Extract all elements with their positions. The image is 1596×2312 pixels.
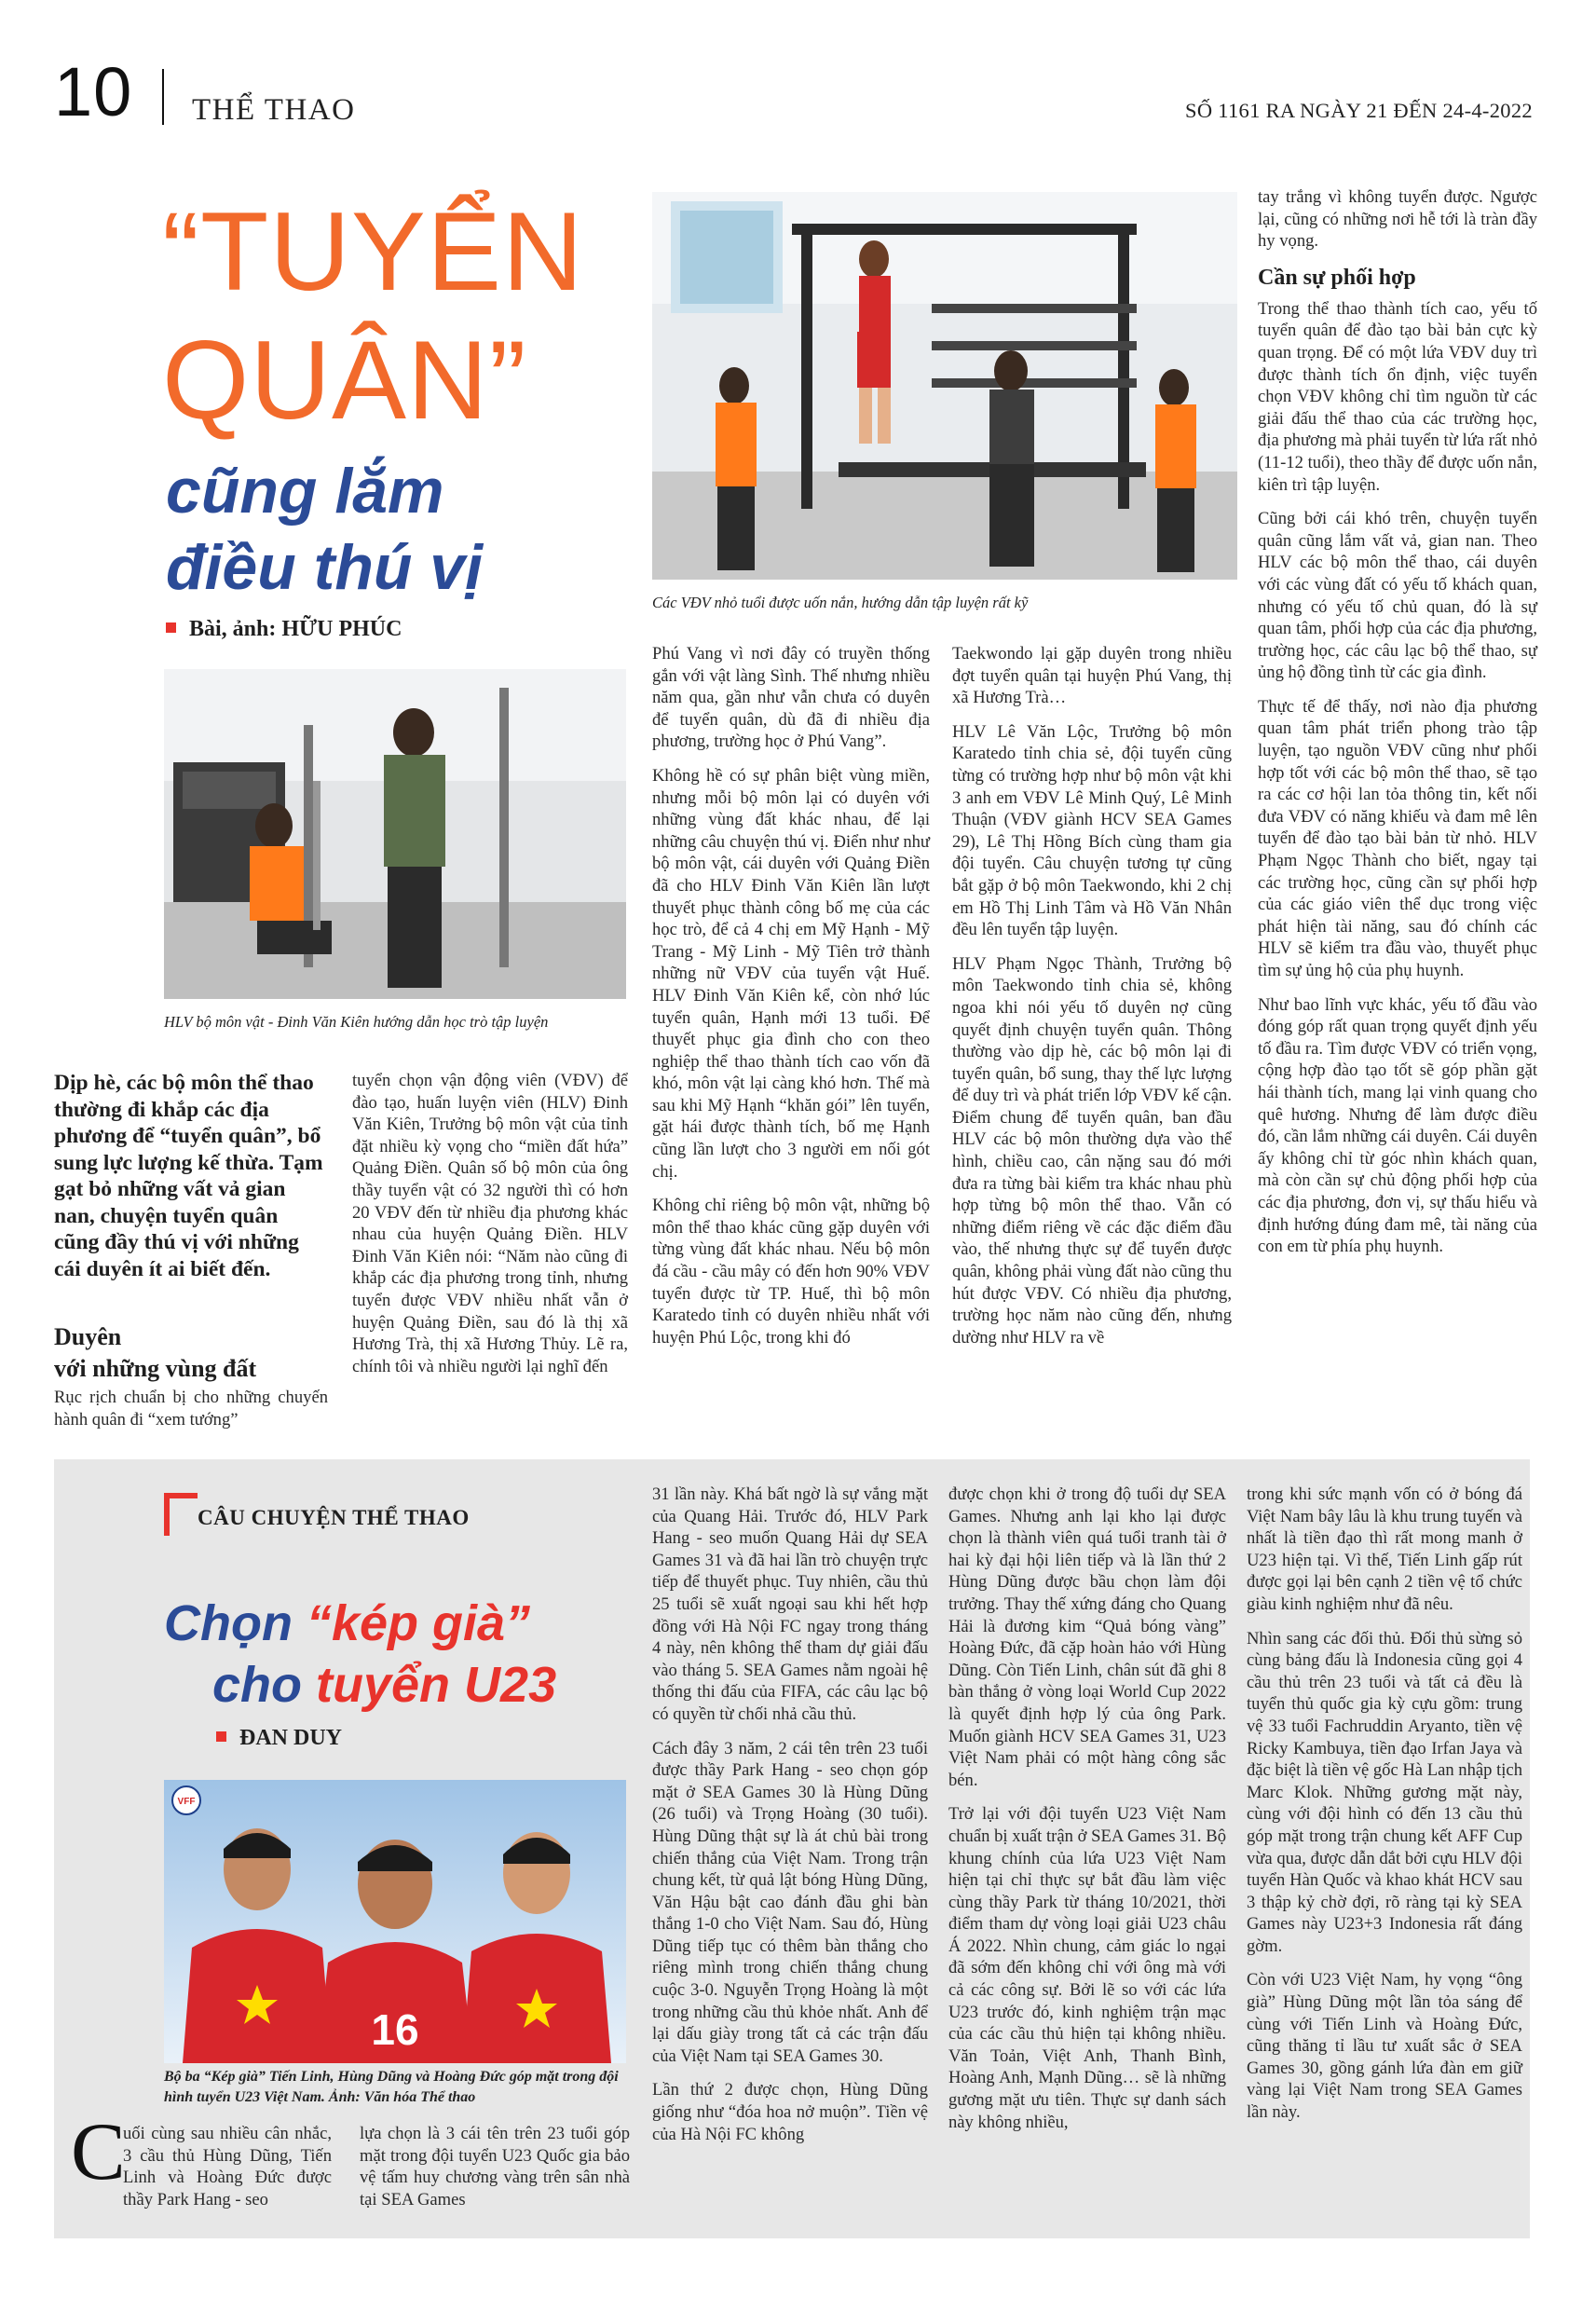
football-photo-caption: Bộ ba “Kép già” Tiến Linh, Hùng Dũng và Hoàng Đức góp mặt trong đội hình tuyển U23 Việt Nam. Ảnh: Văn hóa Thể thao xyxy=(164,2069,619,2105)
article-lead: Dịp hè, các bộ môn thể thao thường đi khắp các địa phương để “tuyển quân”, bổ sung lực lượng kế thừa. Tạm gạt bỏ những vất vả gian nan, chuyện tuyển quân cũng đầy thú vị với những cái duyên ít ai biết đến. xyxy=(54,1071,323,1281)
paragraph: Thực tế để thấy, nơi nào địa phương quan tâm phát triển phong trào tập luyện, tạo nguồn VĐV cũng như phối hợp tốt với các bộ môn thể thao, sẽ tạo ra các cơ hội lan tỏa thông tin, kết nối đưa VĐV có năng khiếu và đam mê lên tuyển để đào tạo bài bản từ nhỏ. HLV Phạm Ngọc Thành cho biết, ngay tại các trường học, cũng cần sự phối hợp của các giáo viên thể dục trong việc phát hiện tài năng, sau đó chính các HLV sẽ kiểm tra đầu vào, thuyết phục tìm sự ủng hộ của phụ huynh. xyxy=(1258,696,1537,980)
box-title-line-2 xyxy=(212,1657,556,1713)
byline-text: Bài, ảnh: HỮU PHÚC xyxy=(189,617,402,641)
box-byline xyxy=(216,1726,342,1751)
page-number: 10 xyxy=(54,53,133,130)
paragraph: HLV Lê Văn Lộc, Trưởng bộ môn Karatedo tỉnh chia sẻ, đội tuyển cũng từng có trường hợp như bộ môn vật khi 3 anh em VĐV Lê Minh Quý, Lê Minh Thuận (VĐV giành HCV SEA Games 29), Lê Thị Hồng Bích cùng tham gia đội tuyển. Câu chuyện tương tự cũng bắt gặp ở bộ môn Taekwondo, khi 2 chị em Hồ Thị Linh Tâm và Hồ Văn Nhân đều lên tuyển tập luyện. xyxy=(952,721,1232,940)
paragraph: Rục rịch chuẩn bị cho những chuyến hành quân đi “xem tướng” xyxy=(54,1388,328,1430)
headline-line-3: cũng lắm xyxy=(166,456,444,527)
paragraph: 31 lần này. Khá bất ngờ là sự vắng mặt của Quang Hải. Trước đó, HLV Park Hang - seo muốn Quang Hải dự SEA Games 31 và đã hai lần trò chuyện trực tiếp để thuyết phục. Tuy nhiên, cầu thủ 25 tuổi sẽ xuất ngoại sau khi hết hợp đồng với Hà Nội FC ngay trong tháng 4 này, nên không thể tham dự giải đấu vào tháng 5. SEA Games nằm ngoài hệ thống thi đấu của FIFA, các câu lạc bộ có quyền từ chối nhả cầu thủ. xyxy=(652,1484,928,1724)
photo-1-caption: Các VĐV nhỏ tuổi được uốn nắn, hướng dẫn tập luyện rất kỹ xyxy=(652,594,1029,611)
paragraph: lựa chọn là 3 cái tên trên 23 tuổi góp mặt trong đội tuyển U23 Quốc gia bảo vệ tấm huy chương vàng trên sân nhà tại SEA Games xyxy=(360,2124,630,2209)
football-players-photo xyxy=(164,1780,626,2063)
paragraph: Còn với U23 Việt Nam, hy vọng “ông già” Hùng Dũng một lần tỏa sáng để cùng với Tiến Linh và Hoàng Đức, cũng thăng tỉ lầu tư xuất sắc ở SEA Games 30, gồng gánh lứa đàn em giữ vàng lại Việt Nam trong SEA Games lần này. xyxy=(1247,1970,1522,2123)
article1-column-5 xyxy=(1258,186,1537,1270)
title-prefix: Chọn xyxy=(164,1595,307,1651)
gym-training-photo xyxy=(652,192,1237,580)
paragraph: HLV Phạm Ngọc Thành, Trưởng bộ môn Taekwondo tỉnh chia sẻ, không ngoa khi nói yếu tố duyên nợ cũng quyết định chuyện tuyển quân. Thông thường vào dịp hè, các bộ môn lại đi tuyển quân, bổ sung, thay thế lực lượng để duy trì và phát triển lớp VĐV kế cận. Điểm chung để tuyển quân, ban đầu HLV các bộ môn thường dựa vào thể hình, chiều cao, cân nặng sau đó mới đưa ra từng bài kiểm tra khác nhau phù hợp từng bộ môn thể thao. Vẫn có những điểm riêng về các đặc điểm đầu vào, thế nhưng thực sự để tuyển được quân, không phải vùng đất nào cũng thu hút được VĐV. Có nhiều địa phương, trường học năm nào cũng đến, nhưng dường như HLV ra về xyxy=(952,953,1232,1348)
paragraph: được chọn khi ở trong độ tuổi dự SEA Games. Nhưng anh lại kho lại được chọn là thành viên quá tuổi tranh tài ở hai kỳ đại hội liên tiếp và là lần thứ 2 Hùng Dũng được bầu chọn làm đội trưởng. Thay thế xứng đáng cho Quang Hải là đương kim “Quả bóng vàng” Hoàng Đức, đã cặp hoàn hảo với Hùng Dũng. Còn Tiến Linh, chân sút đã ghi 8 bàn thắng ở vòng loại World Cup 2022 là quyết định hợp lý của ông Park. Muốn giành HCV SEA Games 31, U23 Việt Nam phải có một hàng công sắc bén. xyxy=(948,1484,1226,1790)
article2-column-3 xyxy=(652,1484,928,2157)
paragraph: Nhìn sang các đối thủ. Đối thủ sừng sỏ cùng bảng đấu là Indonesia cũng gọi 4 cầu thủ trên 23 tuổi và tất cả đều là tuyển thủ quốc gia kỳ cựu gồm: trung vệ 33 tuổi Fachruddin Aryanto, tiền vệ Ricky Kambuya, tiền đạo Irfan Jaya và đặc biệt là tiền vệ gốc Hà Lan nhập tịch Marc Klok. Những gương mặt này, cùng với đội hình có đến 13 cầu thủ góp mặt trong trận chung kết AFF Cup vừa qua, được dẫn dắt bởi cựu HLV đội tuyển Hàn Quốc và khao khát HCV sau 3 thập kỷ chờ đợi, rõ ràng tại kỳ SEA Games này U23+3 Indonesia rất đáng gờm. xyxy=(1247,1628,1522,1956)
issue-info: SỐ 1161 RA NGÀY 21 ĐẾN 24-4-2022 xyxy=(1185,99,1533,122)
article1-column-3 xyxy=(652,643,930,1361)
article-byline xyxy=(166,617,402,642)
bullet-square-icon xyxy=(216,1731,226,1742)
paragraph: Cũng bởi cái khó trên, chuyện tuyển quân cũng lắm vất vả, gian nan. Theo HLV các bộ môn thể thao, cái duyên với các vùng đất có yếu tố khách quan, nhưng có yếu tố chủ quan, đó là sự quan tâm, phối hợp của các địa phương, trường học, các câu lạc bộ thể thao, sự ủng hộ đồng tình từ các gia đình. xyxy=(1258,509,1537,683)
section-name: THỂ THAO xyxy=(192,93,356,127)
title-highlight: “kép già” xyxy=(306,1595,531,1651)
paragraph: Lần thứ 2 được chọn, Hùng Dũng giống như “đóa hoa nở muộn”. Tiền vệ của Hà Nội FC không xyxy=(652,2080,928,2144)
bullet-square-icon xyxy=(166,622,176,633)
article2-column-1-top xyxy=(123,2123,332,2223)
vff-logo-text: VFF xyxy=(177,1797,196,1807)
photo-2-caption: HLV bộ môn vật - Đinh Văn Kiên hướng dẫn học trò tập luyện xyxy=(164,1013,549,1031)
title-prefix: cho xyxy=(212,1657,317,1713)
paragraph: Trở lại với đội tuyển U23 Việt Nam chuẩn bị xuất trận ở SEA Games 31. Bộ khung chính của lứa U23 Việt Nam hiện tại chỉ thực sự bắt đầu làm việc cùng thầy Park từ tháng 10/2021, thời điểm tham dự vòng loại giải U23 châu Á 2022. Nhìn chung, cảm giác lo ngại đã sớm đến không chỉ với ông mà với cả các công sự. Bởi lẽ so với các lứa U23 trước đó, kinh nghiệm trận mạc của các cầu thủ hiện tại không nhiều. Văn Toản, Việt Anh, Thanh Bình, Hoàng Anh, Mạnh Dũng… sẽ là những gương mặt ưu tiên. Thực sự danh sách này không nhiều, xyxy=(948,1804,1226,2132)
paragraph: Cách đây 3 năm, 2 cái tên trên 23 tuổi được thầy Park Hang - seo chọn góp mặt ở SEA Games 30 là Hùng Dũng (26 tuổi) và Trọng Hoàng (30 tuổi). Hùng Dũng thật sự là át chủ bài trong chiến thắng của Việt Nam. Trong trận chung kết, từ quả lật bóng Hùng Dũng, Văn Hậu bật cao đánh đầu ghi bàn thắng 1-0 cho Việt Nam. Sau đó, Hùng Dũng tiếp tục có thêm bàn thắng cho riêng mình trong chiến thắng chung cuộc 3-0. Nguyễn Trọng Hoàng là một trong những cầu thủ khỏe nhất. Anh để lại dấu giày trong tất cả các trận đấu của Việt Nam tại SEA Games 30. xyxy=(652,1738,928,2066)
paragraph: Trong thể thao thành tích cao, yếu tố tuyển quân để đào tạo bài bản cực kỳ quan trọng. Để có một lứa VĐV duy trì được thành tích ổn định, việc tuyển chọn VĐV không chỉ tìm nguồn từ các giải đấu thể thao của các trường học, địa phương mà phải tuyển từ lứa rất nhỏ (11-12 tuổi), theo thầy để được uốn nắn, kiên trì tập luyện. xyxy=(1258,298,1537,495)
article1-column-4 xyxy=(952,643,1232,1361)
byline-text: ĐAN DUY xyxy=(239,1726,342,1750)
paragraph: tuyển chọn vận động viên (VĐV) để đào tạo, huấn luyện viên (HLV) Đinh Văn Kiên, Trưởng bộ môn vật của tỉnh đặt nhiều kỳ vọng cho “miền đất hứa” Quảng Điền. Quân số bộ môn của ông thầy tuyển vật có 32 người thì có hơn 20 VĐV đến từ nhiều địa phương khác nhau của huyện Quảng Điền. HLV Đinh Văn Kiên nói: “Năm nào cũng đi khắp các địa phương trong tỉnh, nhưng tuyển được VĐV nhiều nhất vẫn ở huyện Quảng Điền, sau đó là thị xã Hương Trà, thị xã Hương Thủy. Lẽ ra, chính tôi và nhiều người lại nghĩ đến xyxy=(352,1071,628,1376)
subhead-1-line-1: Duyên xyxy=(54,1323,122,1350)
header-divider xyxy=(162,69,164,125)
box-title-line-1 xyxy=(164,1595,530,1651)
jersey-number: 16 xyxy=(371,2005,419,2054)
headline-line-2: QUÂN” xyxy=(162,318,527,443)
paragraph: Không chỉ riêng bộ môn vật, những bộ môn thể thao khác cũng gặp duyên với từng vùng đất khác nhau. Nếu bộ môn đá cầu - cầu mây có đến hơn 90% VĐV tuyển được từ TP. Huế, thì bộ môn Karatedo tỉnh có duyên nhiều nhất với huyện Phú Lộc, trong khi đó xyxy=(652,1196,930,1348)
paragraph: Như bao lĩnh vực khác, yếu tố đầu vào đóng góp rất quan trọng quyết định yếu tố đầu ra. Tìm được VĐV có triển vọng, cộng hợp đào tạo tốt sẽ góp phần gặt hái thành tích, mang lại vinh quang cho quê hương. Nhưng để làm được điều đó, cần lắm những cái duyên. Cái duyên ấy không chỉ từ góc nhìn khách quan, mà còn cần sự chủ động phối hợp của các địa phương, đơn vị, sự thấu hiểu và định hướng đúng đam mê, tài năng của con em từ phía phụ huynh. xyxy=(1258,994,1537,1257)
paragraph: Taekwondo lại gặp duyên trong nhiều đợt tuyển quân tại huyện Phú Vang, thị xã Hương Trà… xyxy=(952,644,1232,708)
article2-column-5 xyxy=(1247,1484,1522,2136)
drop-cap: C xyxy=(71,2107,126,2197)
article1-column-1 xyxy=(54,1387,328,1443)
paragraph: uối cùng sau nhiều cân nhắc, 3 cầu thủ Hùng Dũng, Tiến Linh và Hoàng Đức được thầy Park Hang - seo xyxy=(123,2124,332,2209)
article2-column-2 xyxy=(360,2123,630,2223)
paragraph: tay trắng vì không tuyển được. Ngược lại, cũng có những nơi hễ tới là tràn đầy hy vọng. xyxy=(1258,187,1537,252)
subhead-2: Cần sự phối hợp xyxy=(1258,265,1416,290)
headline-line-1: “TUYỂN xyxy=(162,189,584,314)
subhead-1-line-2: với những vùng đất xyxy=(54,1355,257,1382)
title-highlight: tuyển U23 xyxy=(316,1657,557,1713)
section-bracket-icon xyxy=(164,1493,198,1536)
paragraph: Không hề có sự phân biệt vùng miền, nhưng mỗi bộ môn lại có duyên với những vùng đất khác nhau, để lại những câu chuyện thú vị. Điển như như bộ môn vật, cái duyên với Quảng Điền đã cho HLV Đinh Văn Kiên lần lượt thuyết phục thành công bố mẹ của các học trò, để cả 4 chị em Mỹ Hạnh - Mỹ Trang - Mỹ Linh - Mỹ Tiên trở thành những nữ VĐV của tuyển vật Huế. HLV Đinh Văn Kiên kể, còn nhớ lúc tuyển quân, Hạnh mới 13 tuổi. Để thuyết phục gia đình cho con theo nghiệp thể thao thành tích cao vốn đã khó, môn vật lại càng khó hơn. Thế mà sau khi Mỹ Hạnh “khăn gói” lên tuyển, gặt hái được thành tích, bố mẹ Hạnh cũng lần lượt cho 3 người em nối gót chị. xyxy=(652,765,930,1182)
article2-column-4 xyxy=(948,1484,1226,2145)
box-section-label: CÂU CHUYỆN THỂ THAO xyxy=(198,1506,470,1529)
headline-line-4: điều thú vị xyxy=(166,532,483,603)
coach-photo xyxy=(164,669,626,999)
article1-column-2 xyxy=(352,1070,628,1389)
paragraph: Phú Vang vì nơi đây có truyền thống gắn với vật làng Sình. Thế nhưng nhiều năm qua, gần như vẫn chưa có duyên để tuyển quân, dù đã đi nhiều địa phương, trường học ở Phú Vang”. xyxy=(652,644,930,752)
paragraph: trong khi sức mạnh vốn có ở bóng đá Việt Nam bây lâu là khu trung tuyến và nhất là tiền đạo thì rất mong manh ở U23 hiện tại. Vì thế, Tiến Linh gấp rút được gọi lại bên cạnh 2 tiền vệ tổ chức giàu kinh nghiệm như đã nêu. xyxy=(1247,1484,1522,1614)
